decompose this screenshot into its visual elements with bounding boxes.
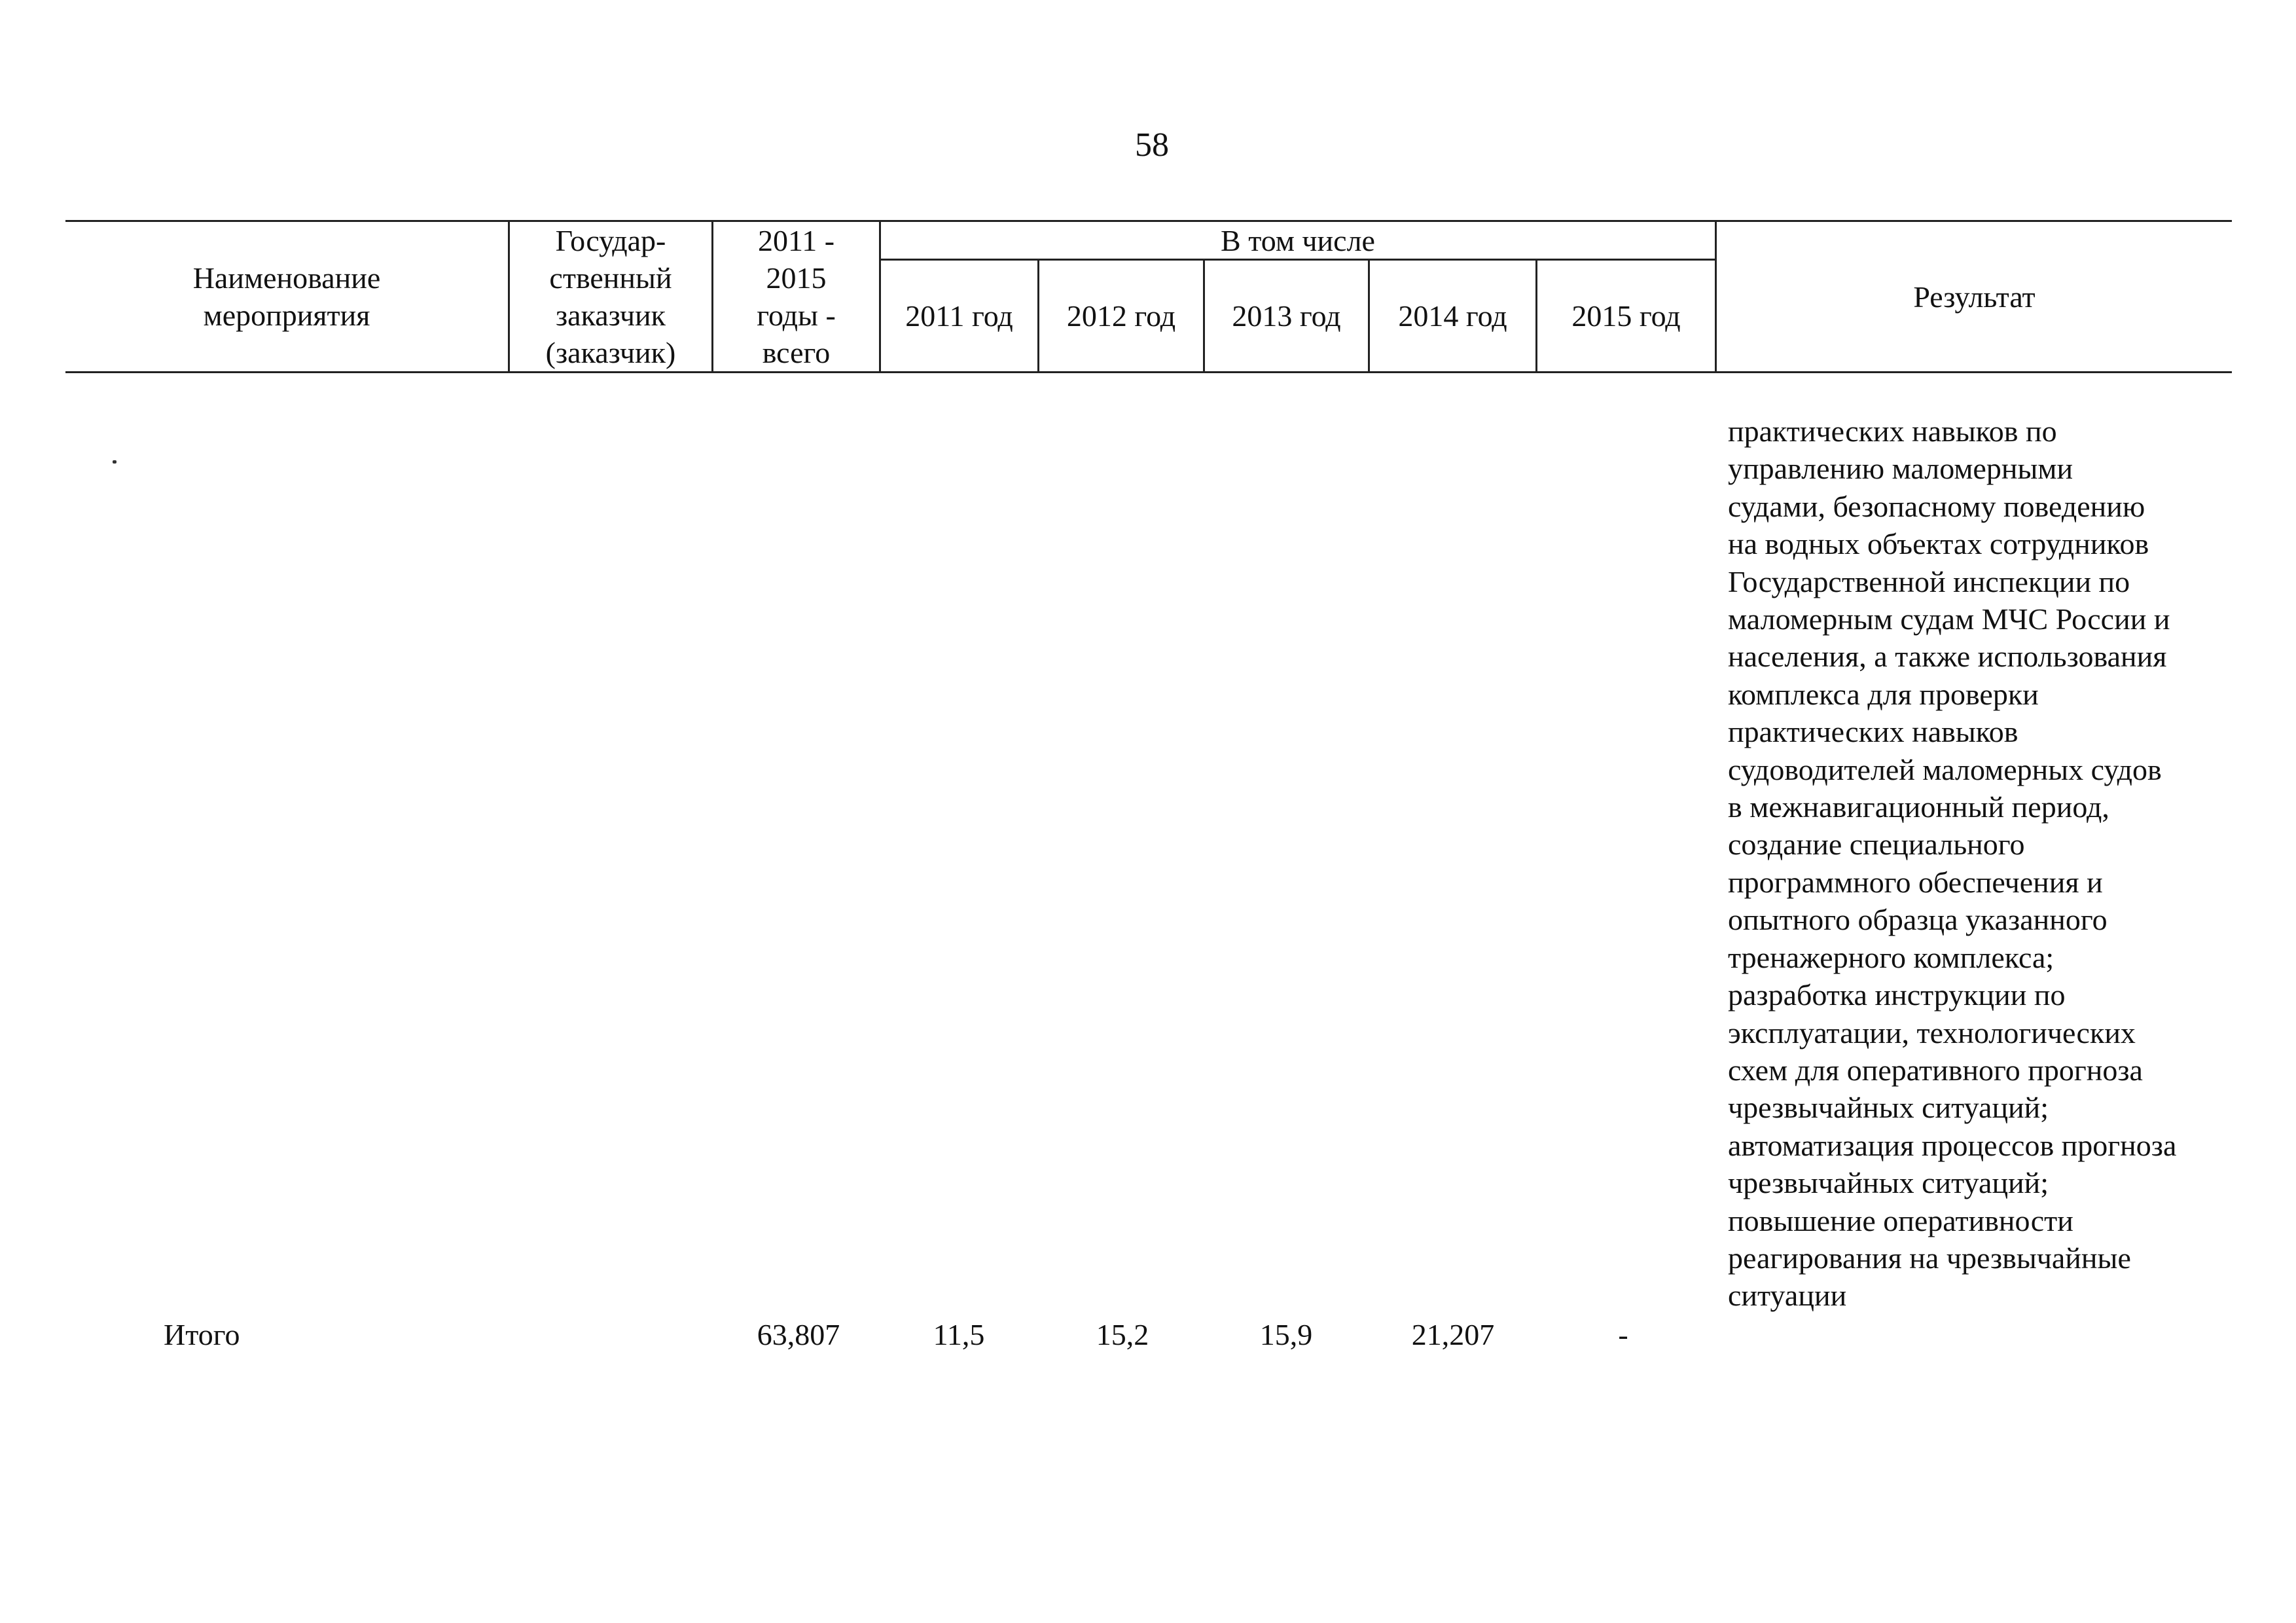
- header-total-line-3: годы -: [757, 299, 836, 332]
- result-line: Государственной инспекции по: [1728, 564, 2130, 598]
- header-year-2015: [1537, 261, 1715, 371]
- header-name-text: Наименование мероприятия: [192, 261, 381, 332]
- total-row-2015: -: [1618, 1318, 1628, 1351]
- result-cell: [1728, 412, 2225, 1315]
- result-line: ситуации: [1728, 1279, 1847, 1313]
- result-line: на водных объектах сотрудников: [1728, 527, 2149, 561]
- result-line: в межнавигационный период,: [1728, 790, 2109, 824]
- header-year-2011-text: 2011 год: [905, 299, 1013, 333]
- result-line: схем для оперативного прогноза: [1728, 1053, 2143, 1087]
- result-line: создание специального: [1728, 828, 2025, 862]
- header-name: [65, 222, 508, 371]
- header-year-2014-text: 2014 год: [1398, 299, 1507, 333]
- result-line: автоматизация процессов прогноза: [1728, 1128, 2177, 1162]
- result-line: маломерным судам МЧС России и: [1728, 602, 2170, 636]
- header-customer-line-1: Государ-: [555, 224, 666, 257]
- result-line: практических навыков по: [1728, 414, 2057, 448]
- header-total: [713, 222, 879, 371]
- header-year-2014: [1370, 261, 1535, 371]
- page-number: 58: [1135, 126, 1169, 164]
- header-bottom-rule: [65, 371, 2232, 373]
- header-customer: [510, 222, 711, 371]
- result-line: судоводителей маломерных судов: [1728, 752, 2162, 786]
- result-line: практических навыков: [1728, 715, 2018, 749]
- result-line: повышение оперативности: [1728, 1203, 2073, 1237]
- scan-speck: [113, 460, 117, 464]
- header-result-text: Результат: [1913, 280, 2036, 314]
- total-row-sum: 63,807: [757, 1318, 840, 1351]
- header-customer-line-4: (заказчик): [545, 336, 676, 369]
- result-line: чрезвычайных ситуаций;: [1728, 1091, 2049, 1125]
- result-line: реагирования на чрезвычайные: [1728, 1241, 2131, 1275]
- total-row-2014: 21,207: [1411, 1318, 1495, 1351]
- header-year-2015-text: 2015 год: [1571, 299, 1681, 333]
- result-line: населения, а также использования: [1728, 640, 2167, 674]
- header-year-2012-text: 2012 год: [1066, 299, 1176, 333]
- total-row-2013: 15,9: [1259, 1318, 1313, 1351]
- total-row-2012: 15,2: [1096, 1318, 1149, 1351]
- header-year-2011: [881, 261, 1037, 371]
- total-row-2011: 11,5: [933, 1318, 985, 1351]
- result-line: программного обеспечения и: [1728, 865, 2103, 899]
- result-line: эксплуатации, технологических: [1728, 1015, 2136, 1049]
- header-customer-line-3: заказчик: [555, 299, 666, 332]
- header-year-2013: [1205, 261, 1368, 371]
- header-year-2013-text: 2013 год: [1232, 299, 1341, 333]
- header-customer-line-2: ственный: [549, 261, 672, 295]
- result-line: опытного образца указанного: [1728, 903, 2108, 937]
- header-including: [881, 222, 1715, 259]
- header-year-2012: [1039, 261, 1203, 371]
- result-line: комплекса для проверки: [1728, 677, 2039, 711]
- result-line: управлению маломерными: [1728, 452, 2073, 486]
- header-total-line-4: всего: [762, 336, 831, 369]
- result-line: чрезвычайных ситуаций;: [1728, 1166, 2049, 1200]
- result-line: разработка инструкции по: [1728, 978, 2066, 1012]
- total-row-label: Итого: [164, 1318, 240, 1351]
- result-line: тренажерного комплекса;: [1728, 940, 2054, 974]
- result-line: судами, безопасному поведению: [1728, 489, 2145, 523]
- header-result: [1717, 222, 2232, 371]
- header-including-text: В том числе: [1221, 223, 1375, 257]
- header-total-line-1: 2011 -: [757, 224, 835, 257]
- header-total-line-2: 2015: [766, 261, 827, 295]
